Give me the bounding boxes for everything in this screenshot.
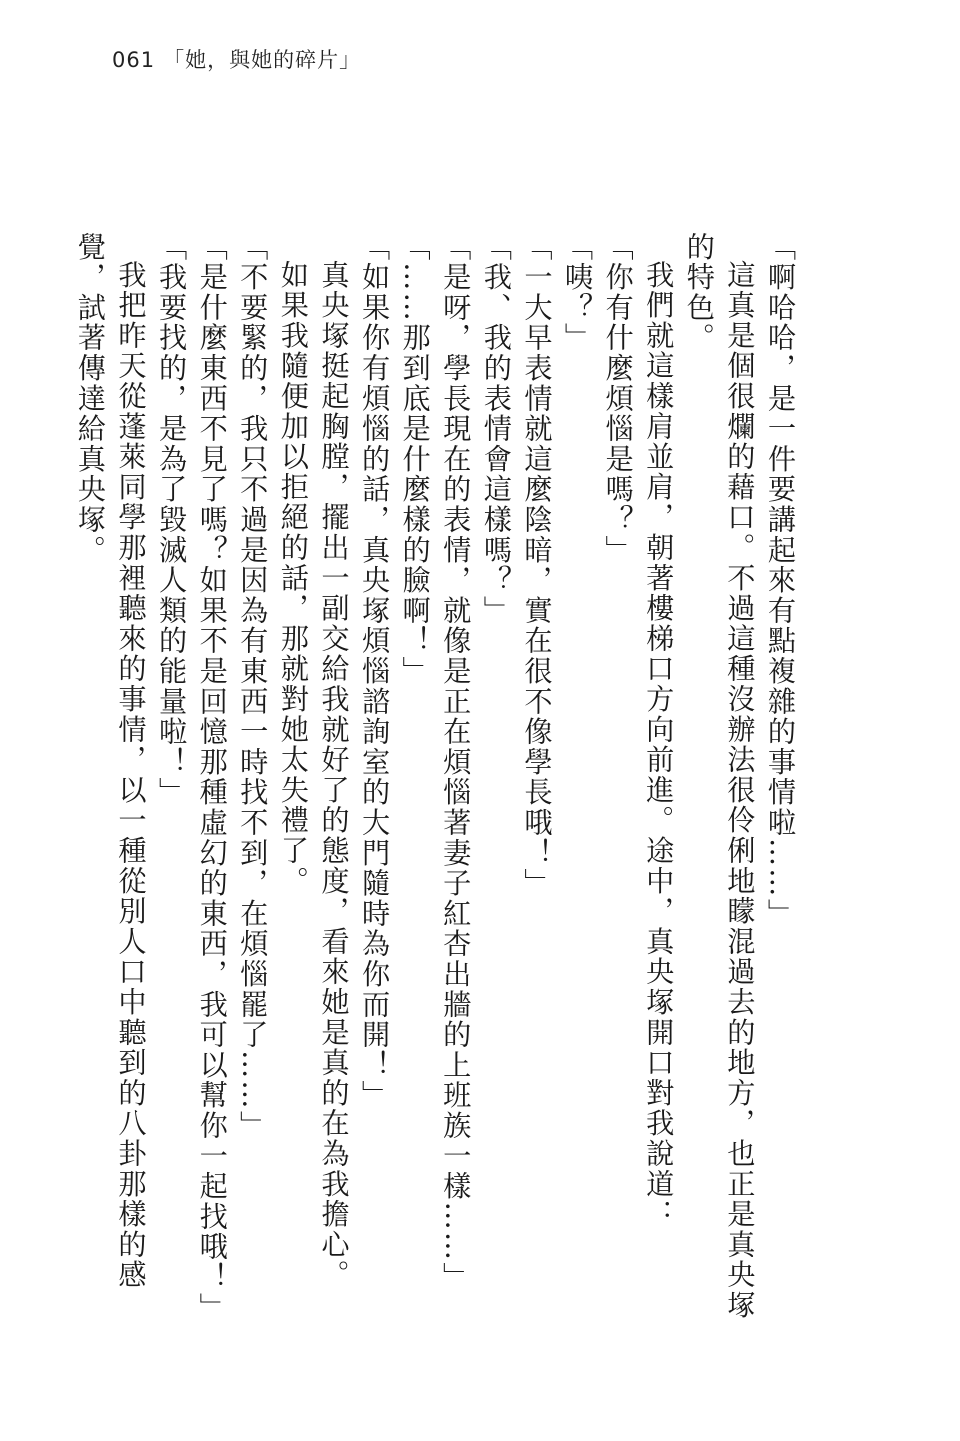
paragraph: 「是什麼東西不見了嗎？如果不是回憶那種虛幻的東西，我可以幫你一起找哦！」 <box>195 232 229 1323</box>
paragraph: 「如果你有煩惱的話，真央塚煩惱諮詢室的大門隨時為你而開！」 <box>358 232 392 1111</box>
paragraph: 「啊哈哈，是一件要講起來有點複雜的事情啦……」 <box>764 232 797 929</box>
paragraph: 如果我隨便加以拒絕的話，那就對她太失禮了。 <box>276 260 310 897</box>
paragraph: 「你有什麼煩惱是嗎？」 <box>601 232 635 566</box>
paragraph: 「一大早表情就這麼陰暗，實在很不像學長哦！」 <box>520 232 554 899</box>
running-header <box>112 44 361 74</box>
vertical-body-text <box>73 232 800 1342</box>
paragraph: 「咦？」 <box>561 232 595 354</box>
paragraph: 「我要找的，是為了毀滅人類的能量啦！」 <box>155 232 189 808</box>
paragraph: 我們就這樣肩並肩，朝著樓梯口方向前進。途中，真央塚開口對我說道： <box>642 260 676 1230</box>
paragraph: 這真是個很爛的藉口。不過這種沒辦法很伶俐地矇混過去的地方，也正是真央塚的特色。 <box>682 232 757 1321</box>
paragraph: 「我、我的表情會這樣嗎？」 <box>479 232 513 626</box>
paragraph: 「是呀，學長現在的表情，就像是正在煩惱著妻子紅杏出牆的上班族一樣……」 <box>439 232 473 1293</box>
paragraph: 「不要緊的，我只不過是因為有東西一時找不到，在煩惱罷了……」 <box>236 232 270 1141</box>
page-number: 061 <box>112 48 156 72</box>
paragraph: 「……那到底是什麼樣的臉啊！」 <box>398 232 432 687</box>
paragraph: 真央塚挺起胸膛，擺出一副交給我就好了的態度，看來她是真的在為我擔心。 <box>317 260 351 1291</box>
chapter-title: 「她，與她的碎片」 <box>163 48 362 72</box>
paragraph: 我把昨天從蓬萊同學那裡聽來的事情，以一種從別人口中聽到的八卦那樣的感覺，試著傳達給真央塚。 <box>73 232 148 1291</box>
